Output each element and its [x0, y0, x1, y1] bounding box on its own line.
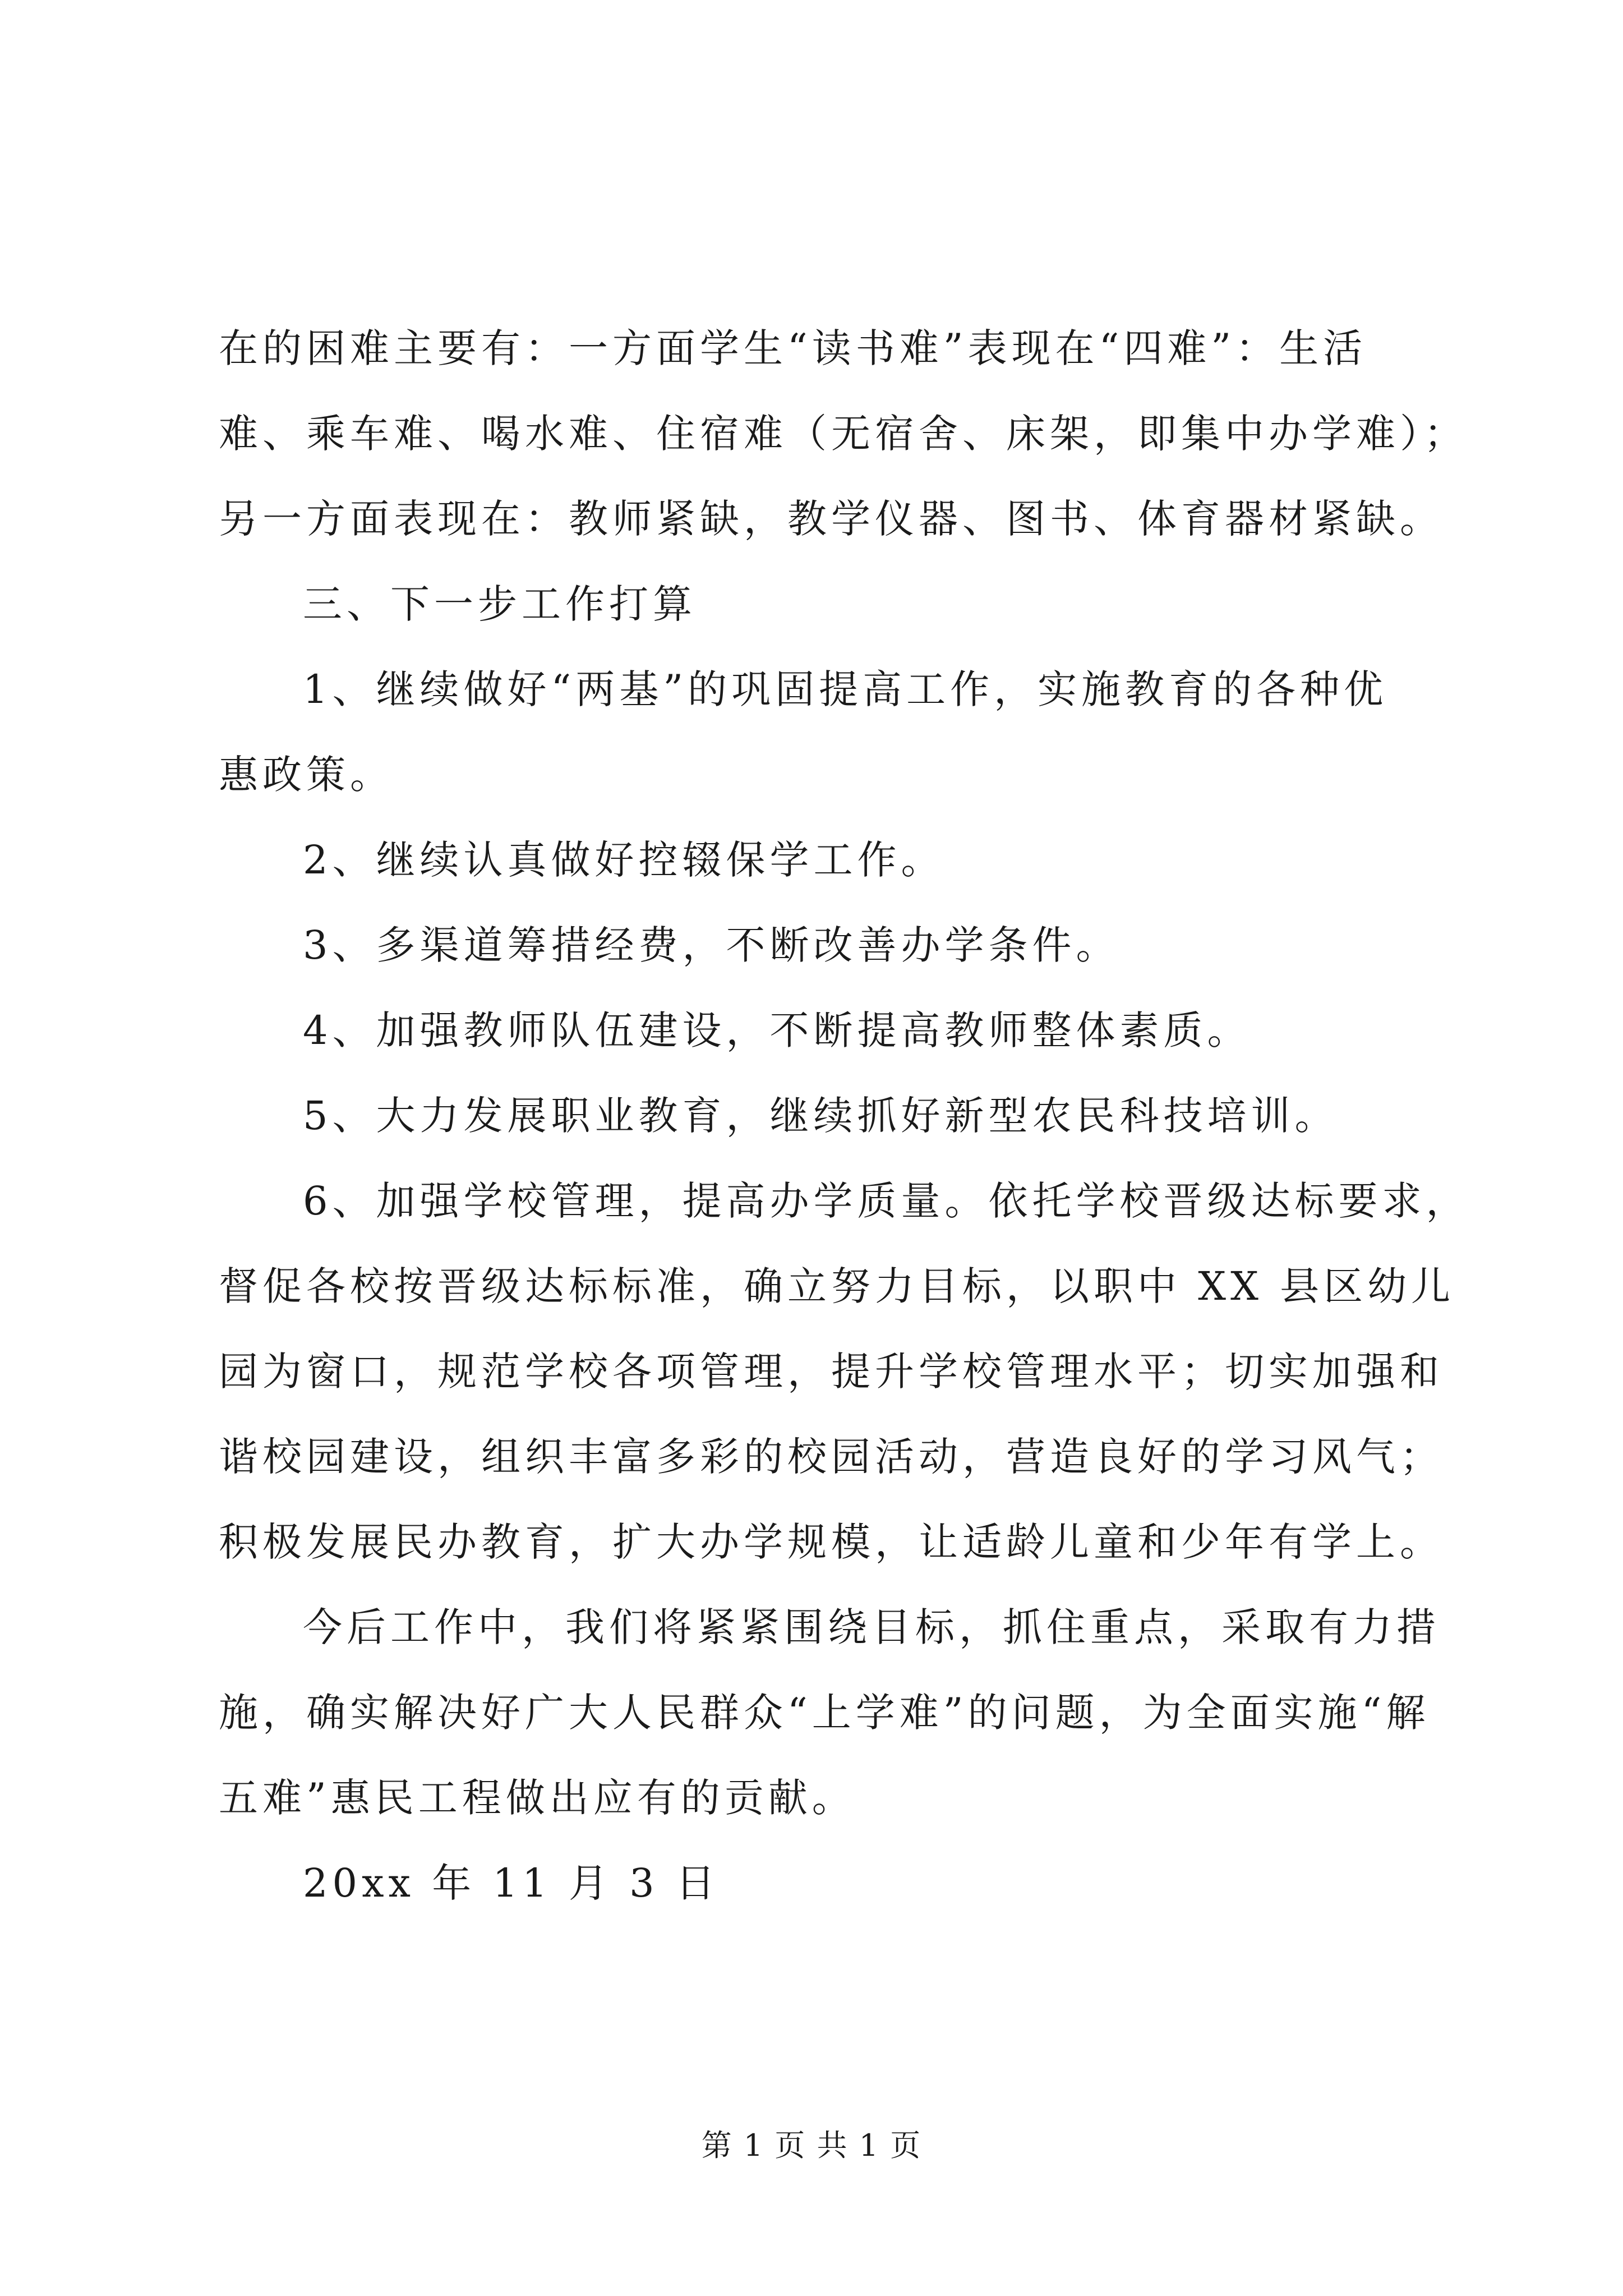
- list-item-4: 4、加强教师队伍建设，不断提高教师整体素质。: [303, 1007, 1251, 1053]
- document-date: 20xx 年 11 月 3 日: [303, 1860, 720, 1906]
- body-line: 五难”惠民工程做出应有的贡献。: [219, 1775, 856, 1821]
- body-line: 难、乘车难、喝水难、住宿难（无宿舍、床架，即集中办学难）；: [219, 411, 1468, 457]
- body-line: 在的困难主要有：一方面学生“读书难”表现在“四难”：生活: [219, 325, 1367, 371]
- body-line: 园为窗口，规范学校各项管理，提升学校管理水平；切实加强和: [219, 1349, 1444, 1395]
- section-heading: 三、下一步工作打算: [303, 581, 697, 627]
- body-line: 积极发展民办教育，扩大办学规模，让适龄儿童和少年有学上。: [219, 1519, 1444, 1565]
- page-footer: [0, 2126, 1623, 2165]
- list-item-6: 6、加强学校管理，提高办学质量。依托学校晋级达标要求，: [303, 1178, 1470, 1224]
- page-number: 第 1 页 共 1 页: [701, 2128, 922, 2163]
- body-line: 谐校园建设，组织丰富多彩的校园活动，营造良好的学习风气；: [219, 1434, 1444, 1480]
- list-item-2: 2、继续认真做好控辍保学工作。: [303, 837, 945, 883]
- list-item-1: 1、继续做好“两基”的巩固提高工作，实施教育的各种优: [303, 666, 1388, 712]
- document-body: [219, 306, 1470, 1926]
- closing-paragraph: 今后工作中，我们将紧紧围绕目标，抓住重点，采取有力措: [303, 1604, 1440, 1650]
- body-line: 施，确实解决好广大人民群众“上学难”的问题，为全面实施“解: [219, 1690, 1430, 1736]
- list-item-3: 3、多渠道筹措经费，不断改善办学条件。: [303, 922, 1120, 968]
- body-line: 督促各校按晋级达标标准，确立努力目标，以职中 XX 县区幼儿: [219, 1263, 1455, 1309]
- list-item-5: 5、大力发展职业教育，继续抓好新型农民科技培训。: [303, 1093, 1339, 1139]
- body-line: 惠政策。: [219, 752, 394, 798]
- body-line: 另一方面表现在：教师紧缺，教学仪器、图书、体育器材紧缺。: [219, 496, 1444, 542]
